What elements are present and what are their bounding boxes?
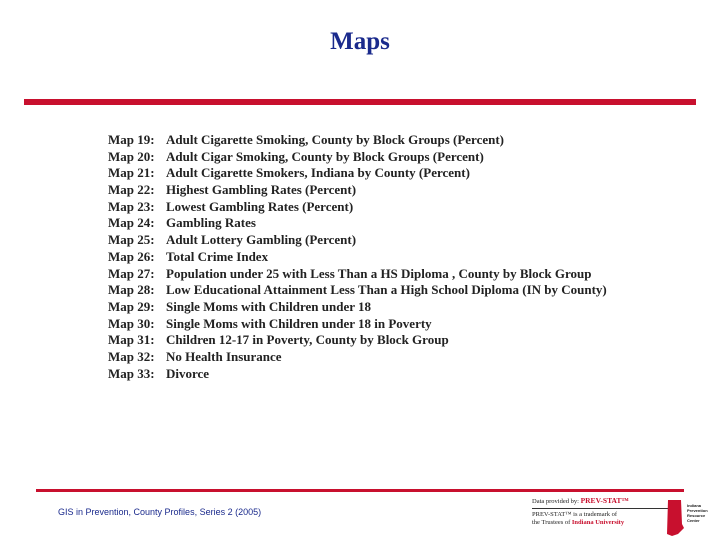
map-list-item (108, 366, 607, 383)
trademark-line-2: the Trustees of (532, 519, 571, 526)
logo-line-4: Center (687, 518, 700, 523)
map-list-item (108, 332, 607, 349)
map-number: Map 20: (108, 148, 155, 164)
footer-citation: GIS in Prevention, County Profiles, Series 2 (2005) (58, 507, 262, 517)
indiana-state-icon (664, 498, 686, 538)
logo-line-1: Indiana (687, 503, 702, 508)
map-number: Map 21: (108, 165, 155, 181)
map-title: Single Moms with Children under 18 (166, 298, 372, 314)
page-title: Maps (330, 28, 390, 55)
logo-line-2: Prevention (687, 508, 708, 513)
map-list-item (108, 149, 607, 166)
map-list-item (108, 349, 607, 366)
map-list-item (108, 232, 607, 249)
map-title: Adult Lottery Gambling (Percent) (166, 232, 357, 248)
map-title: Adult Cigarette Smoking, County by Block Groups (Percent) (166, 132, 505, 147)
map-title: Population under 25 with Less Than a HS Diploma , County by Block Group (166, 265, 592, 281)
iprc-logo (664, 498, 710, 538)
map-number: Map 32: (108, 348, 155, 364)
map-number: Map 31: (108, 332, 155, 348)
map-list-item (108, 299, 607, 316)
logo-line-3: Resource (687, 513, 706, 518)
map-title: Divorce (166, 365, 210, 381)
map-title: Gambling Rates (166, 215, 256, 231)
map-title: Adult Cigar Smoking, County by Block Groups (Percent) (166, 148, 484, 164)
map-list-item (108, 266, 607, 283)
map-list-item (108, 249, 607, 266)
map-number: Map 25: (108, 232, 155, 248)
footer-divider (36, 489, 684, 492)
map-number: Map 30: (108, 315, 155, 331)
map-title: Single Moms with Children under 18 in Poverty (166, 315, 432, 331)
map-number: Map 24: (108, 215, 155, 231)
map-number: Map 22: (108, 182, 155, 198)
map-number: Map 19: (108, 132, 155, 147)
map-list-item (108, 316, 607, 333)
map-title: Low Educational Attainment Less Than a High School Diploma (IN by County) (166, 282, 607, 298)
map-title: Highest Gambling Rates (Percent) (166, 182, 357, 198)
map-title: No Health Insurance (166, 348, 282, 364)
trademark-line-1: PREV-STAT™ is a trademark of (532, 511, 618, 518)
map-title: Total Crime Index (166, 248, 269, 264)
title-divider (24, 99, 696, 105)
map-number: Map 23: (108, 198, 155, 214)
data-credit (532, 497, 682, 527)
map-number: Map 26: (108, 248, 155, 264)
map-title: Children 12-17 in Poverty, County by Block Group (166, 332, 449, 348)
prev-stat-brand: PREV-STAT™ (580, 496, 629, 505)
map-title: Lowest Gambling Rates (Percent) (166, 198, 354, 214)
map-number: Map 29: (108, 298, 155, 314)
map-list-item (108, 215, 607, 232)
credit-divider (532, 508, 672, 509)
credit-prefix: Data provided by: (532, 498, 579, 505)
map-list (108, 132, 607, 382)
map-title: Adult Cigarette Smokers, Indiana by County (Percent) (166, 165, 470, 181)
map-list-item (108, 182, 607, 199)
map-number: Map 27: (108, 265, 155, 281)
trademark-university: Indiana University (571, 519, 625, 526)
map-list-item (108, 199, 607, 216)
map-number: Map 28: (108, 282, 155, 298)
map-number: Map 33: (108, 365, 155, 381)
map-list-item (108, 165, 607, 182)
map-list-item (108, 282, 607, 299)
map-list-item (108, 132, 607, 149)
